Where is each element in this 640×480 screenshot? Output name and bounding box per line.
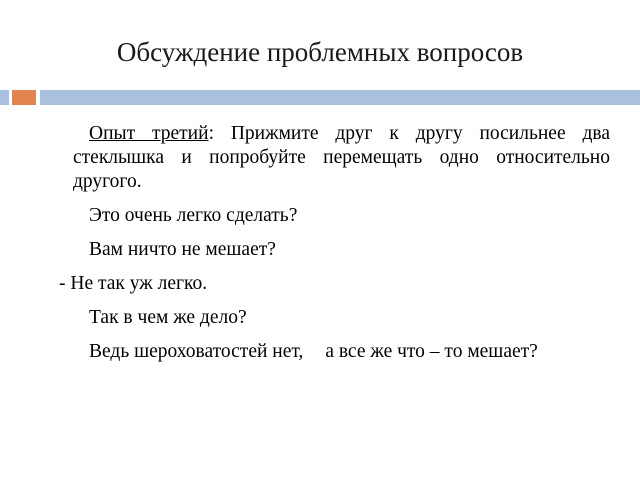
experiment-label: Опыт третий <box>89 123 209 144</box>
accent-bar <box>0 90 640 105</box>
roughness-part2: а все же что – то мешает? <box>325 341 538 362</box>
paragraph-question-easy <box>60 204 610 228</box>
question-matter: Так в чем же дело? <box>89 307 247 328</box>
slide-body <box>60 122 610 374</box>
roughness-part1: Ведь шероховатостей нет, <box>89 341 304 362</box>
paragraph-question-nothing <box>60 238 610 262</box>
paragraph-answer <box>59 272 610 296</box>
question-nothing: Вам ничто не мешает? <box>89 239 276 260</box>
paragraph-experiment <box>60 122 610 194</box>
slide-title: Обсуждение проблемных вопросов <box>116 37 524 67</box>
accent-bar-blue-left <box>0 90 9 105</box>
question-easy: Это очень легко сделать? <box>89 205 298 226</box>
accent-bar-orange <box>12 90 36 105</box>
paragraph-question-matter <box>60 306 610 330</box>
accent-bar-blue-right <box>40 90 640 105</box>
paragraph-question-roughness <box>60 340 610 364</box>
experiment-text: : Прижмите друг к другу посильнее два стеклышка и попробуйте перемещать одно относительно другого. <box>73 123 610 192</box>
answer-not-easy: - Не так уж легко. <box>59 273 208 294</box>
